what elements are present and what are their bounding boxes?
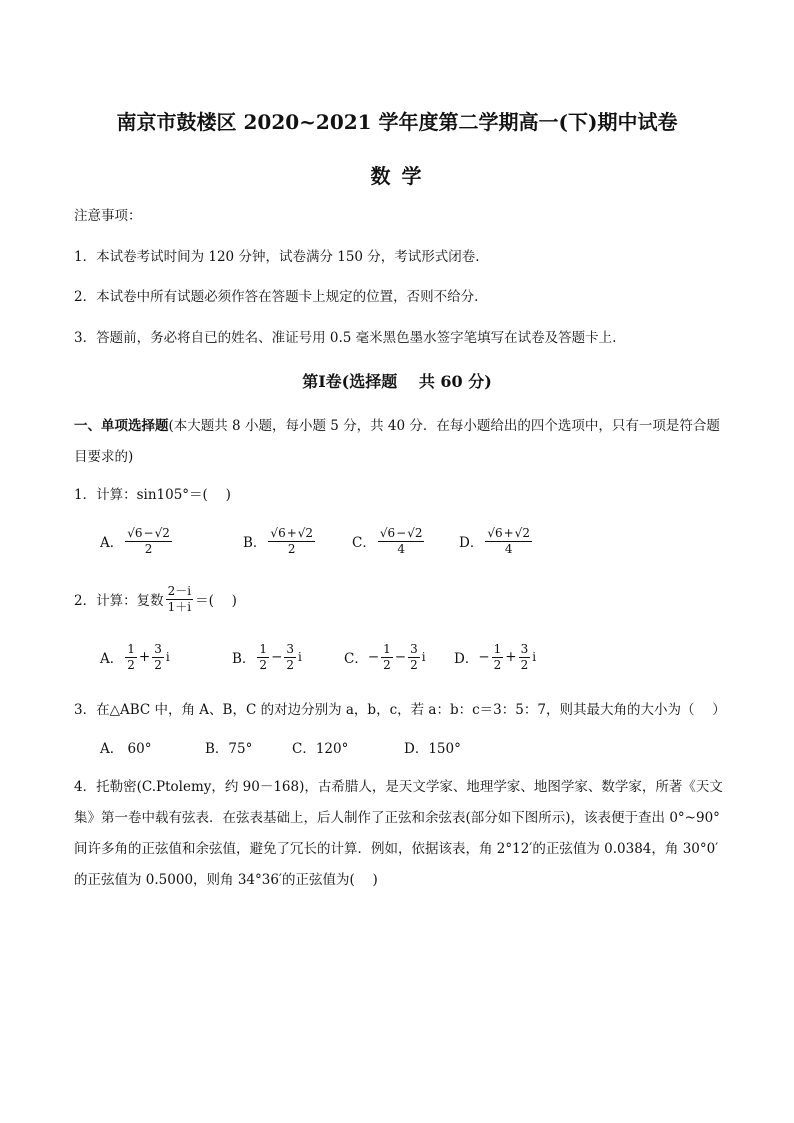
q3-option-d: D．150°	[404, 741, 461, 757]
fraction: $\frac{3}{2}$	[286, 642, 295, 672]
fraction: $\frac{1}{2}$	[493, 642, 502, 672]
q3-option-c: C．120°	[292, 741, 349, 757]
fraction: $\frac{√6-√2}{2}$	[127, 526, 170, 556]
q2-option-c: C． − $\frac{1}{2}$ − $\frac{3}{2}$ i	[344, 642, 426, 672]
exam-title: 南京市鼓楼区 2020~2021 学年度第二学期高一(下)期中试卷	[116, 110, 678, 134]
q2-option-d: D． − $\frac{1}{2}$ + $\frac{3}{2}$ i	[454, 642, 537, 672]
option-label: A．	[100, 535, 124, 552]
option-label: B．	[243, 535, 267, 552]
fraction: $\frac{1}{2}$	[259, 642, 268, 672]
fraction: $\frac{3}{2}$	[154, 642, 162, 672]
q2-option-a: A． $\frac{1}{2}$ + $\frac{3}{2}$ i	[100, 642, 170, 672]
q2-stem: 2．计算：复数 $\frac{2-i}{1+i}$ ＝( )	[74, 584, 237, 614]
q4-text: 4．托勒密(C.Ptolemy，约 90－168)，古希腊人，是天文学家、地理学家、地图学家、数学家，所著《天文集》第一卷中载有弦表．在弦表基础上，后人制作了正弦和余弦表(部分如下图所示)，该表便于查出 0°~90°间许多角的正弦值和余弦值，避免了冗长的计算．例如，依据该表，角 2°12′的正弦值为 0.0384，角 30°0′的正弦值为 0.5000，则角 34°36′的正弦值为( )	[74, 779, 723, 888]
fraction: $\frac{√6-√2}{4}$	[379, 526, 423, 556]
q1-option-a	[100, 527, 174, 555]
q3-option-a: A． 60°	[100, 741, 152, 757]
q1-option-b	[243, 527, 317, 555]
fraction: $\frac{3}{2}$	[410, 642, 418, 672]
q1-stem: 1．计算：sin105°＝( )	[74, 487, 231, 503]
q2-option-b: B． $\frac{1}{2}$ − $\frac{3}{2}$ i	[232, 642, 302, 672]
fraction: $\frac{√6+√2}{4}$	[487, 526, 530, 556]
option-label: D．	[459, 535, 484, 552]
part-label: 一、单项选择题	[74, 418, 169, 434]
fraction: $\frac{3}{2}$	[520, 642, 529, 672]
option-label: C．	[352, 535, 376, 552]
subject-title: 数 学	[370, 164, 424, 188]
fraction: $\frac{1}{2}$	[383, 642, 391, 672]
q1-option-c	[352, 527, 426, 555]
fraction: $\frac{√6+√2}{2}$	[270, 526, 314, 556]
notice-item-3: 3．答题前，务必将自已的姓名、准证号用 0.5 毫米黑色墨水签字笔填写在试卷及答题卡上.	[74, 330, 617, 346]
q3-option-b: B．75°	[205, 741, 253, 757]
q3-stem: 3．在△ABC 中，角 A、B，C 的对边分别为 a，b，c，若 a：b：c＝3：5：7，则其最大角的大小为（ ）	[74, 702, 726, 718]
part-instructions	[74, 411, 726, 473]
part-description: (本大题共 8 小题，每小题 5 分，共 40 分．在每小题给出的四个选项中，只有一项是符合题目要求的)	[74, 418, 720, 465]
notice-item-1: 1．本试卷考试时间为 120 分钟，试卷满分 150 分，考试形式闭卷.	[74, 249, 480, 265]
notice-item-2: 2．本试卷中所有试题必须作答在答题卡上规定的位置，否则不给分.	[74, 289, 479, 305]
fraction: $\frac{2-i}{1+i}$	[167, 584, 192, 614]
q1-option-d	[459, 527, 534, 555]
section-title: 第Ⅰ卷(选择题 共 60 分)	[302, 372, 492, 391]
notice-heading: 注意事项：	[74, 208, 142, 224]
fraction: $\frac{1}{2}$	[127, 642, 135, 672]
